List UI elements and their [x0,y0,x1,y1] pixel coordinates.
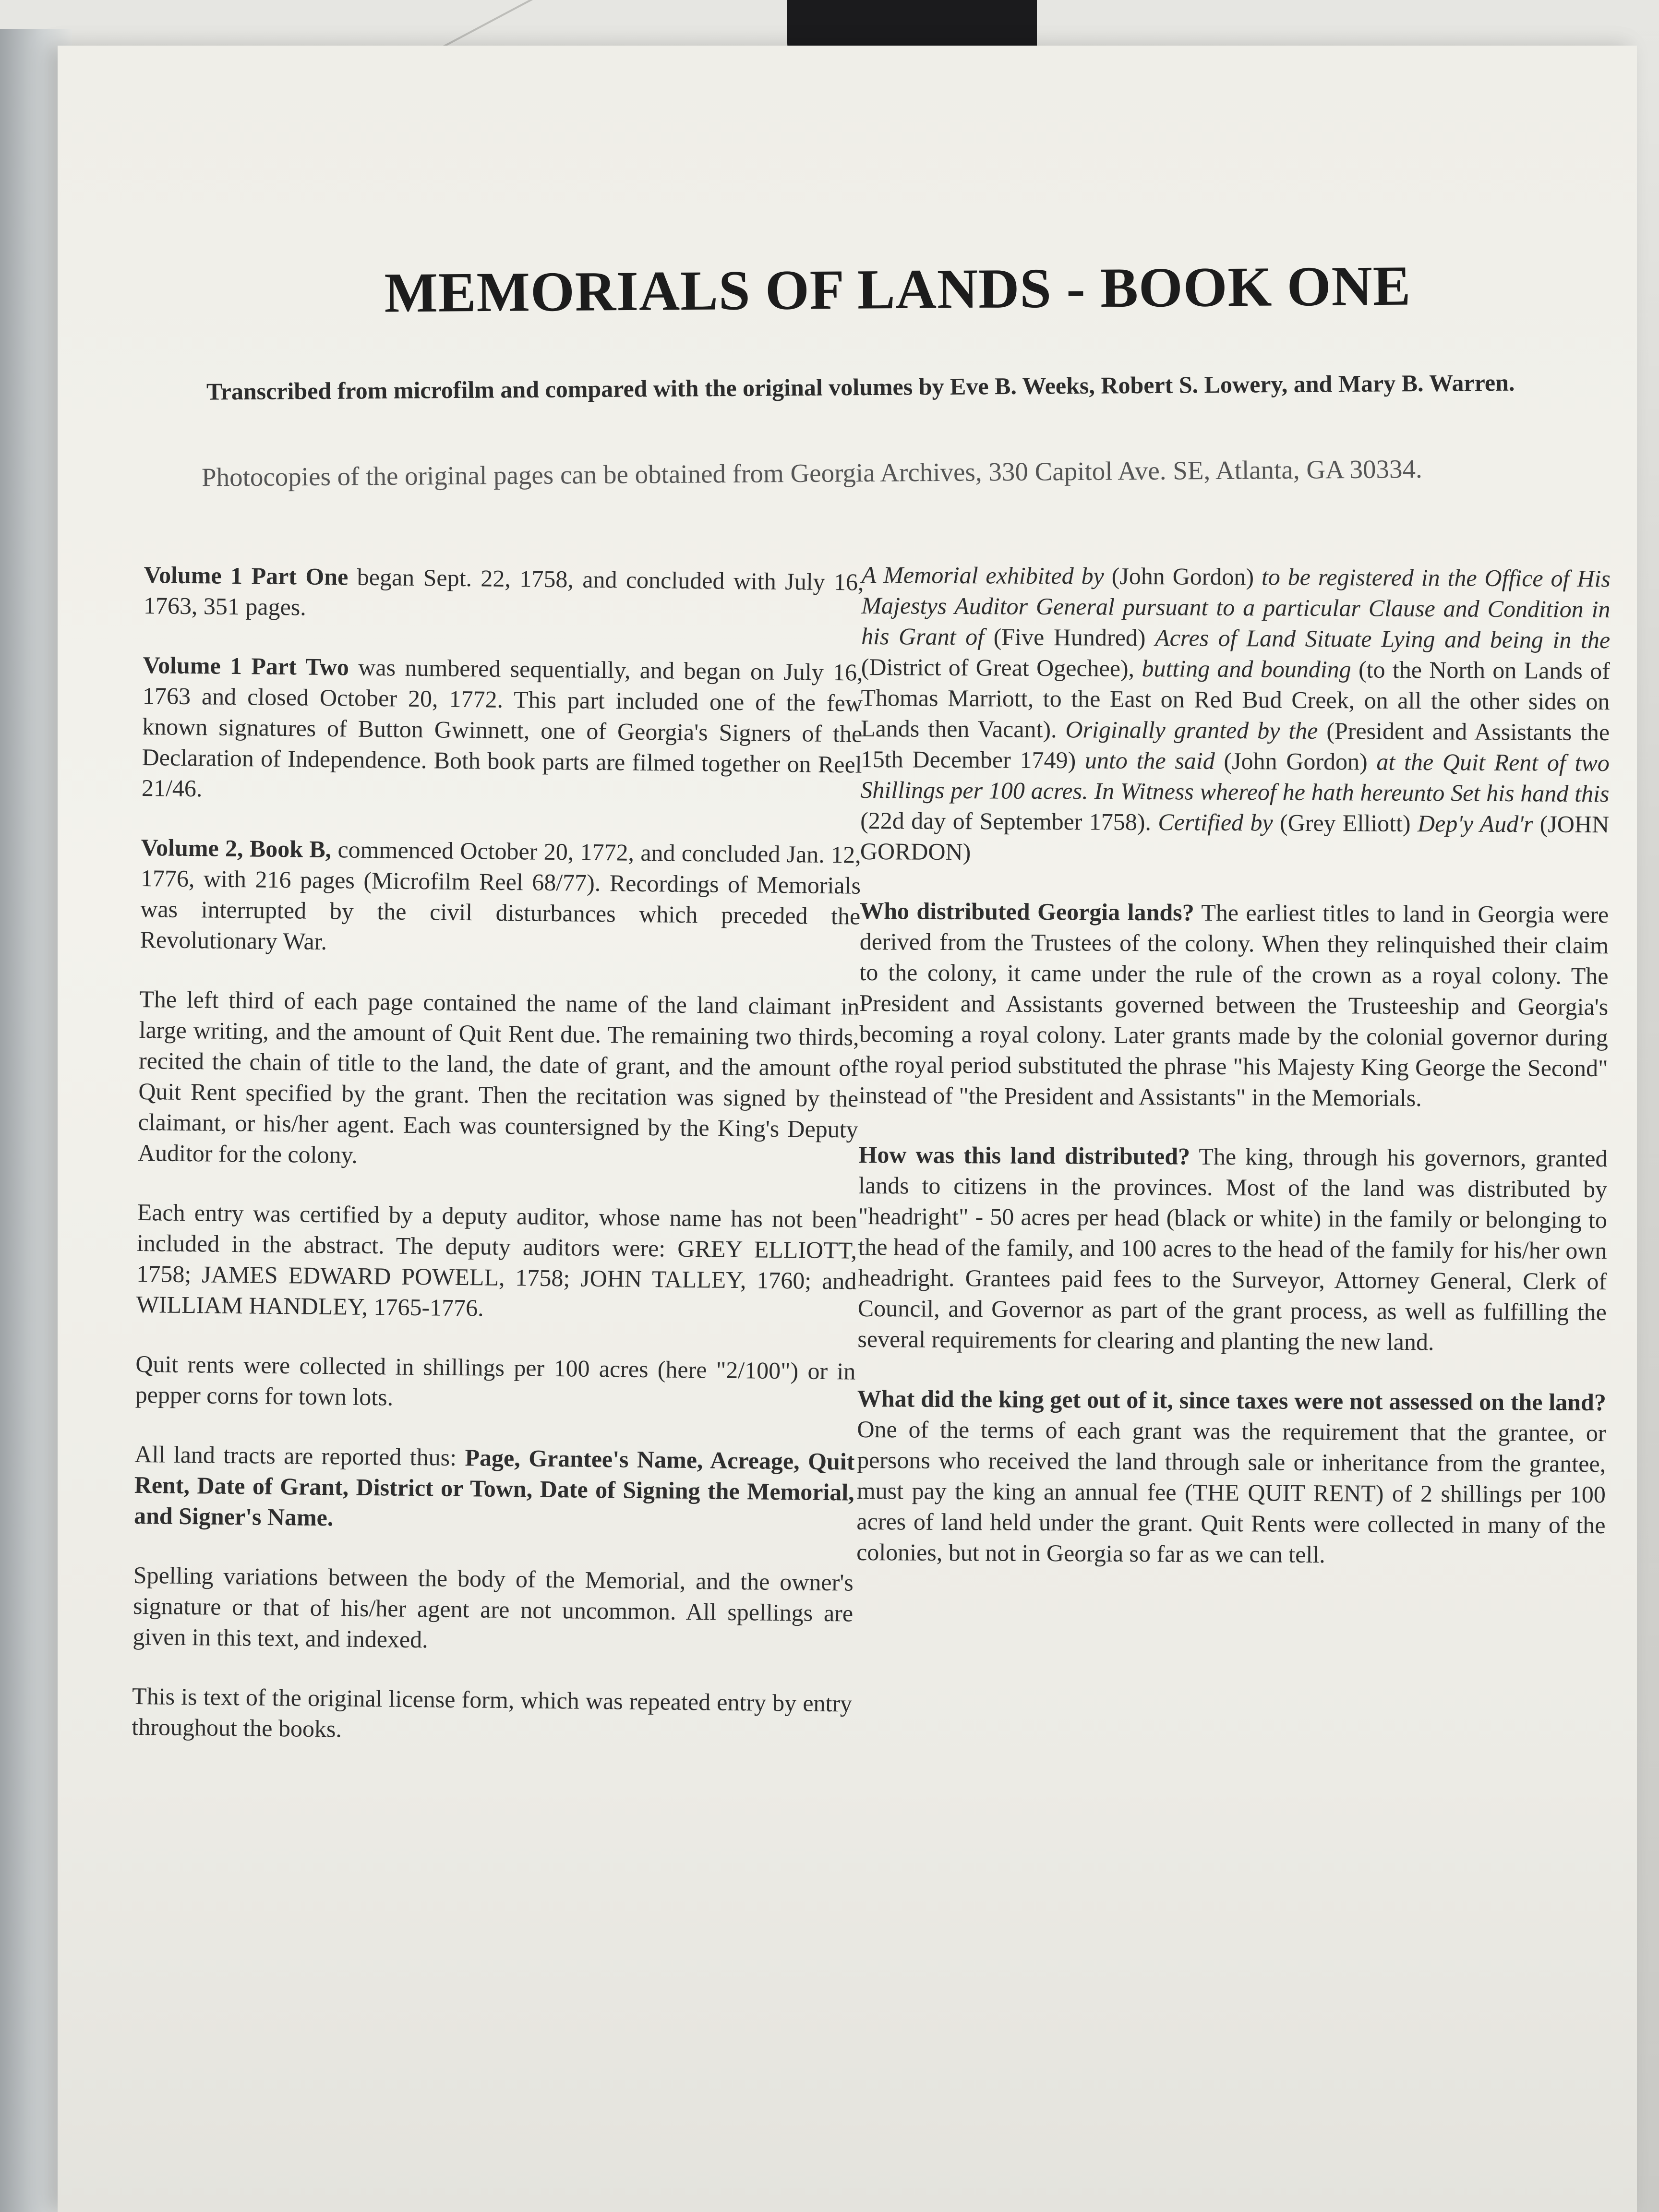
page-title: MEMORIALS OF LANDS - BOOK ONE [384,254,1411,325]
filled-value: (to the North on Lands of Thomas Marriott, to the East on Red Bud Creek, on all the other sides on Lands then Vacant). [861,656,1610,743]
text: commenced October 20, 1772, and concluded Jan. 12, 1776, with 216 pages (Microfilm Reel 68/77). Recordings of Memorials was interrupted by the civil disturbances which preceded the Revolutionary War. [140,836,861,955]
answer: The earliest titles to land in Georgia were derived from the Trustees of the colony. When they relinquished their claim to the colony, it came under the rule of the crown as a royal colony. The President and Assistants governed between the Trusteeship and Georgia's becoming a royal colony. Later grants made by the colonial governor during the royal period substituted the phrase "his Majesty King George the Second" instead of "the President and Assistants" in the Memorials. [859,899,1609,1112]
filled-value: (John Gordon) [1104,562,1262,590]
filled-value: (President and Assistants the 15th December 1749) [860,717,1610,774]
deputy-auditors-paragraph: Each entry was certified by a deputy auditor, whose name has not been included in the abstract. The deputy auditors were: GREY ELLIOTT, 1758; JAMES EDWARD POWELL, 1758; JOHN TALLEY, 1760; and WILLIAM HANDLEY, 1765-1776. [136,1198,857,1322]
right-column [856,559,1611,1600]
how-distributed-paragraph [857,1139,1607,1358]
form-text: Dep'y Aud'r [1417,810,1533,838]
filled-value: (Grey Elliott) [1273,809,1418,837]
quit-rents-paragraph: Quit rents were collected in shillings per 100 acres (here "2/100") or in pepper corns for town lots. [135,1350,856,1411]
report-format-paragraph [134,1439,855,1539]
memorial-form-paragraph [860,559,1611,870]
form-text: butting and bounding [1142,655,1351,683]
answer: One of the terms of each grant was the requirement that the grantee, or persons who received the land through sale or inheritance from the grantee, must pay the king an annual fee (THE QUIT RENT) of 2 shillings per 100 acres of land held under the grant. Quit Rents were collected in many of the colonies, but not in Georgia so far as we can tell. [856,1415,1606,1568]
page-layout-paragraph: The left third of each page contained the name of the land claimant in large writing, and the amount of Quit Rent due. The remaining two thirds, recited the chain of title to the land, the date of grant, and the amount of Quit Rent specified by the grant. Then the recitation was signed by the claimant, or his/her agent. Each was countersigned by the King's Deputy Auditor for the colony. [137,985,860,1168]
filled-value: (Five Hundred) [984,623,1155,651]
label: Volume 1 Part Two [143,651,349,681]
volume-2-paragraph [140,832,861,962]
book-page [58,46,1637,2212]
form-text: Certified by [1158,808,1273,836]
label: Volume 2, Book B, [141,833,332,863]
who-distributed-paragraph [859,895,1609,1114]
archives-note: Photocopies of the original pages can be obtained from Georgia Archives, 330 Capitol Ave. SE, Atlanta, GA 30334. [201,454,1422,492]
filled-value: (JOHN GORDON) [860,810,1610,866]
spelling-paragraph: Spelling variations between the body of the Memorial, and the owner's signature or that of his/her agent are not uncommon. All spellings are given in this text, and indexed. [132,1561,854,1653]
volume-1-part-one-paragraph [144,559,864,628]
text: All land tracts are reported thus: [134,1440,465,1471]
label: Volume 1 Part One [144,561,349,590]
form-text: unto the said [1084,746,1215,774]
credits-line: Transcribed from microfilm and compared with the original volumes by Eve B. Weeks, Robert S. Lowery, and Mary B. Warren. [206,369,1515,405]
question: What did the king get out of it, since taxes were not assessed on the land? [857,1384,1606,1416]
filled-value: (District of Great Ogechee), [861,653,1142,682]
text: began Sept. 22, 1758, and concluded with July 16, 1763, 351 pages. [143,563,864,621]
format-fields: Page, Grantee's Name, Acreage, Quit Rent, Date of Grant, District or Town, Date of Signing the Memorial, and Signer's Name. [133,1444,855,1531]
question: How was this land distributed? [858,1141,1190,1170]
filled-value: (John Gordon) [1214,747,1377,775]
question: Who distributed Georgia lands? [860,897,1194,926]
form-text: to be registered in the Office of His Majestys Auditor General pursuant to a particular Clause and Condition in his Grant of [861,563,1611,650]
form-text: Originally granted by the [1065,716,1318,744]
text: was numbered sequentially, and began on July 16, 1763 and closed October 20, 1772. This part included one of the few known signatures of Button Gwinnett, one of Georgia's Signers of the Declaration of Independence. Both book parts are filmed together on Reel 21/46. [141,653,863,802]
answer: The king, through his governors, granted lands to citizens in the provinces. Most of the land was distributed by "headright" - 50 acres per head (black or white) in the family or belonging to the head of the family, and 100 acres to the head of the family for his/her own headright. Grantees paid fees to the Surveyor, Attorney General, Clerk of Council, and Governor as part of the grant process, as well as fulfilling the several requirements for clearing and planting the new land. [857,1142,1608,1356]
what-did-king-get-paragraph [856,1383,1606,1571]
left-column [132,559,864,1779]
volume-1-part-two-paragraph [142,649,863,811]
form-text: Acres of Land Situate Lying and being in the [1154,624,1611,654]
form-text: A Memorial exhibited by [861,561,1104,589]
filled-value: (22d day of September 1758). [860,806,1158,836]
license-form-paragraph: This is text of the original license form, which was repeated entry by entry throughout the books. [132,1682,853,1743]
form-text: at the Quit Rent of two Shillings per 100 acres. In Witness whereof he hath hereunto Set his hand this [860,748,1610,807]
